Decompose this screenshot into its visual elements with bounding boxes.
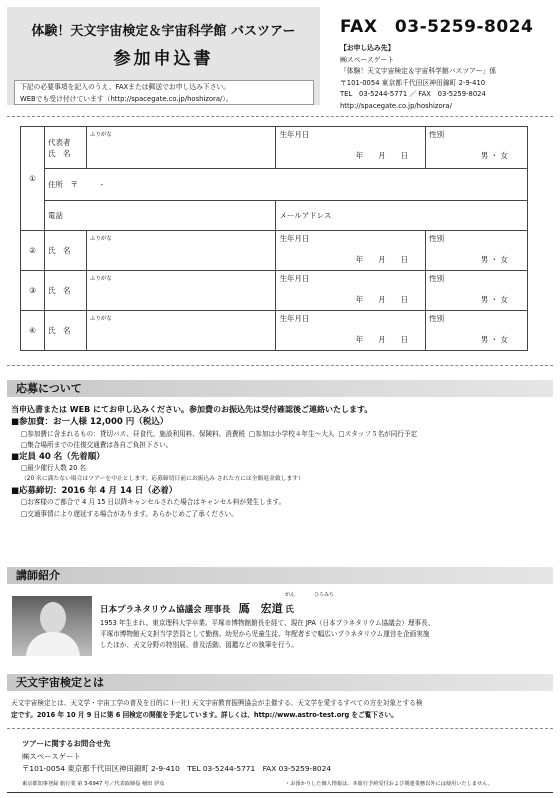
name-field-4[interactable]: ふりがな bbox=[86, 311, 276, 351]
application-form-table bbox=[20, 126, 528, 351]
section-header-apply: 応募について bbox=[7, 380, 553, 397]
email-field[interactable]: メールアドレス bbox=[276, 201, 528, 231]
contact-tel: TEL 03-5244-5771 ／ FAX 03-5259-8024 bbox=[340, 90, 486, 99]
contact-heading: 【お申し込み先】 bbox=[340, 44, 395, 52]
cancel-fee-note: □お客様のご都合で 4 月 15 日以降キャンセルされた場合はキャンセル料が発生します。 bbox=[21, 498, 286, 507]
row-number: ④ bbox=[21, 311, 45, 351]
name-field-1[interactable]: ふりがな bbox=[86, 127, 276, 169]
inquiry-block bbox=[22, 738, 331, 776]
inquiry-company: ㈱スペースゲート bbox=[22, 751, 81, 761]
divider bbox=[7, 728, 553, 729]
fee-bullets: □参加費に含まれるもの：貸切バス、昼食代、施設利用料、保険料、消費税 □参加は小学校４年生～大人 □スタッフ５名が同行予定 bbox=[21, 429, 418, 438]
name-label: 氏 名 bbox=[44, 311, 86, 351]
sex-field-3[interactable]: 性別 男 ・ 女 bbox=[426, 271, 528, 311]
contact-company: ㈱スペースゲート bbox=[340, 55, 395, 64]
phone-field[interactable]: 電話 bbox=[44, 201, 275, 231]
lecturer-name: 鳫 宏道 bbox=[238, 602, 283, 615]
birth-field-2[interactable]: 生年月日 年 月 日 bbox=[276, 231, 426, 271]
min-participants: □最少催行人数 20 名 bbox=[21, 464, 86, 473]
lecturer-photo bbox=[12, 596, 92, 656]
instructions-box bbox=[14, 80, 314, 105]
row-number: ② bbox=[21, 231, 45, 271]
inquiry-address: 〒101-0054 東京都千代田区神田錦町 2-9-410 TEL 03-5244-5771 FAX 03-5259-8024 bbox=[22, 764, 331, 773]
apply-lead: 当申込書または WEB にてお申し込みください。参加費のお振込先は受付確認後ご連絡いたします。 bbox=[11, 405, 373, 414]
tour-title: 体験！天文宇宙検定＆宇宙科学館 バスツアー bbox=[31, 24, 296, 39]
name-label: 氏 名 bbox=[44, 271, 86, 311]
fee-heading: ■参加費：お一人様 12,000 円（税込） bbox=[11, 417, 169, 428]
capacity-heading: ■定員 40 名（先着順） bbox=[11, 451, 105, 462]
birth-field-4[interactable]: 生年月日 年 月 日 bbox=[276, 311, 426, 351]
sex-field-2[interactable]: 性別 男 ・ 女 bbox=[426, 231, 528, 271]
ruby-1: がん bbox=[285, 592, 296, 598]
name-field-2[interactable]: ふりがな bbox=[86, 231, 276, 271]
delay-note: □交通事情により遅延する場合があります。あらかじめご了承ください。 bbox=[21, 509, 238, 518]
ruby-2: ひろみち bbox=[314, 592, 335, 598]
section-header-lecturer: 講師紹介 bbox=[7, 567, 553, 584]
cut-line bbox=[7, 365, 553, 366]
fee-bullet-transport: □集合場所までの往復交通費は各自ご負担下さい。 bbox=[21, 441, 173, 450]
contact-block bbox=[340, 43, 496, 113]
cut-line bbox=[7, 116, 553, 117]
contact-url: http://spacegate.co.jp/hoshizora/ bbox=[340, 101, 452, 110]
section-header-kentei: 天文宇宙検定とは bbox=[7, 674, 553, 691]
registration-number: 東京都知事登録 旅行業 第 3-6947 号／代表取締役 稲田 伊彦 bbox=[22, 781, 165, 787]
name-field-3[interactable]: ふりがな bbox=[86, 271, 276, 311]
apply-section bbox=[11, 404, 551, 520]
privacy-note: ・お預かりした個人情報は、本旅行予約受付および関連業務以外には使用いたしません。 bbox=[285, 781, 493, 787]
sex-field-1[interactable]: 性別 男 ・ 女 bbox=[426, 127, 528, 169]
birth-field-1[interactable]: 生年月日 年 月 日 bbox=[276, 127, 426, 169]
sex-field-4[interactable]: 性別 男 ・ 女 bbox=[426, 311, 528, 351]
lecturer-title: 日本プラネタリウム協議会 理事長 鳫 宏道 氏 bbox=[100, 602, 294, 615]
inquiry-title: ツアーに関するお問合せ先 bbox=[22, 739, 111, 748]
contact-address: 〒101-0054 東京都千代田区神田錦町 2-9-410 bbox=[340, 78, 486, 87]
row-number: ③ bbox=[21, 271, 45, 311]
kentei-description: 天文宇宙検定とは、天文学・宇宙工学の普及を目的に (一社) 天文宇宙教育振興協会が主催する、天文学を愛するすべての方を対象とする検 定です。2016 年 10 月 9 日に第 6 回検定の開催を予定しています。詳しくは、http://www.astro-test.org をご覧下さい。 bbox=[11, 699, 423, 719]
rep-name-label: 代表者 氏 名 bbox=[44, 127, 86, 169]
birth-field-3[interactable]: 生年月日 年 月 日 bbox=[276, 271, 426, 311]
address-field[interactable]: 住所 〒 - bbox=[44, 169, 527, 201]
contact-attn: 「体験！天文宇宙検定＆宇宙科学館バスツアー」係 bbox=[340, 67, 497, 76]
web-instruction-line: WEBでも受け付けています（http://spacegate.co.jp/hoshizora/）。 bbox=[20, 95, 233, 103]
lecturer-bio: 1953 年生まれ。東京理科大学卒業。平塚市博物館館長を経て、現在 JPA（日本プラネタリウム協議会）理事長、 平塚市博物館天文担当学芸員として勤務。幼児から児童生徒、年配者まで幅広いプラネタリウム運営を企画実施 したほか、天文分野の特別展、普及活動、図鑑などの執筆を行う。 bbox=[100, 619, 435, 649]
deadline-heading: ■応募締切：2016 年 4 月 14 日（必着） bbox=[11, 485, 178, 496]
footer-rule bbox=[7, 792, 553, 793]
cancellation-note: （20 名に満たない場合はツアーを中止とします。応募締切日前にお振込み された方には全額返金致します） bbox=[21, 476, 304, 483]
form-title: 参加申込書 bbox=[113, 49, 214, 69]
instruction-line: 下記の必要事項を記入のうえ、FAXまたは郵送でお申し込み下さい。 bbox=[20, 83, 231, 91]
name-label: 氏 名 bbox=[44, 231, 86, 271]
fax-number: FAX 03-5259-8024 bbox=[340, 17, 534, 37]
row-number: ① bbox=[21, 127, 45, 231]
